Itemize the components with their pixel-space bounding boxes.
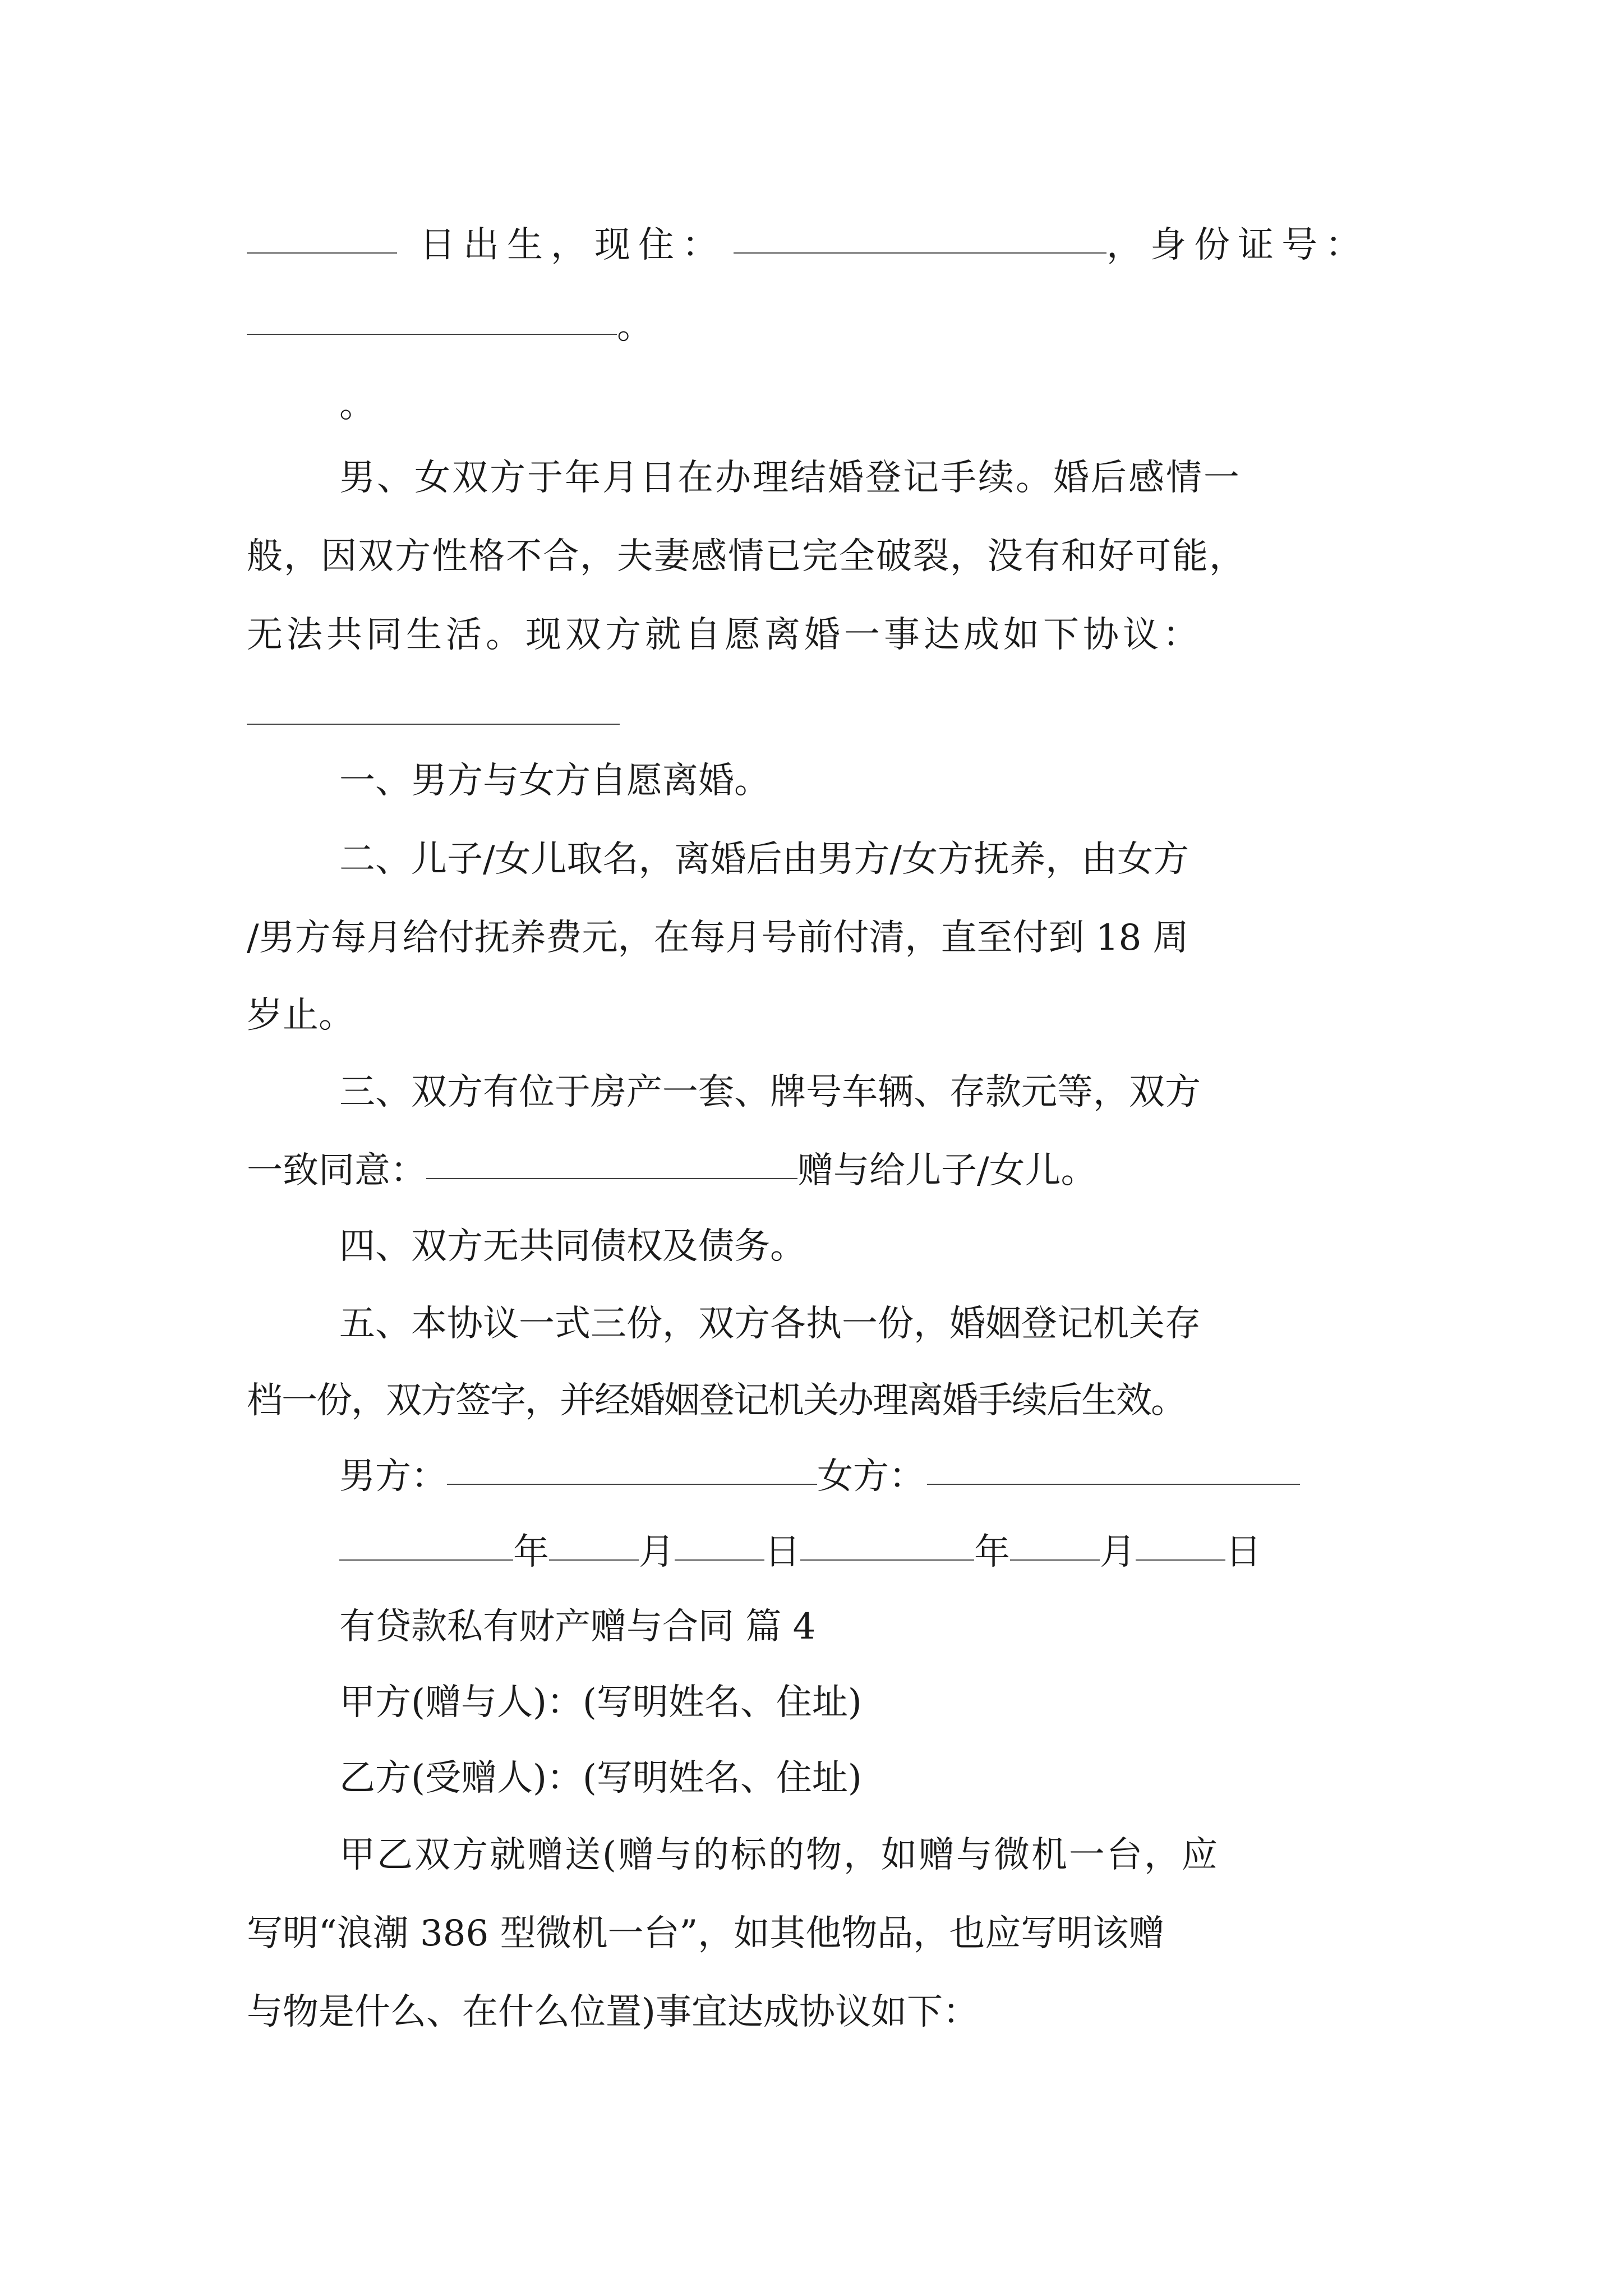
date-line <box>339 1529 1261 1576</box>
gift-to-child-text: 赠与给儿子/女儿。 <box>797 1150 1097 1191</box>
female-month-blank <box>1010 1558 1100 1561</box>
male-signature-blank <box>447 1483 817 1485</box>
male-year-blank <box>339 1558 513 1561</box>
id-number-line <box>247 303 653 350</box>
id-number-label: ，身份证号： <box>1106 224 1369 266</box>
year-label: 年 <box>513 1531 549 1573</box>
day-label: 日 <box>764 1531 800 1573</box>
female-day-blank <box>1136 1558 1225 1561</box>
separator-line <box>247 724 620 725</box>
article-2-line-1: 二、儿子/女儿取名，离婚后由男方/女方抚养，由女方 <box>339 839 1189 880</box>
blank-field <box>247 251 397 254</box>
article-1: 一、男方与女方自愿离婚。 <box>339 760 770 802</box>
male-month-blank <box>549 1558 639 1561</box>
article-2-line-2: /男方每月给付抚养费元，在每月号前付清，直至付到 18 周 <box>247 917 1189 959</box>
article-3-line-2 <box>247 1147 1097 1194</box>
month-label: 月 <box>639 1531 675 1573</box>
intro-paragraph-line-2: 般，因双方性格不合，夫妻感情已完全破裂，没有和好可能， <box>247 536 1246 577</box>
female-year-blank <box>800 1558 974 1561</box>
day-label: 日 <box>1225 1531 1261 1573</box>
section-heading: 有贷款私有财产赠与合同 篇 4 <box>339 1606 816 1648</box>
period-line: 。 <box>339 384 375 426</box>
signature-line <box>339 1453 1300 1500</box>
gift-paragraph-line-2: 写明“浪潮 386 型微机一台”，如其他物品，也应写明该赠 <box>247 1913 1165 1954</box>
party-b: 乙方(受赠人)：(写明姓名、住址) <box>339 1757 862 1799</box>
female-signature-label: 女方： <box>817 1456 925 1497</box>
article-5-line-2: 档一份，双方签字，并经婚姻登记机关办理离婚手续后生效。 <box>247 1380 1186 1421</box>
article-2-line-3: 岁止。 <box>247 995 354 1036</box>
gift-paragraph-line-3: 与物是什么、在什么位置)事宜达成协议如下： <box>247 1991 979 2033</box>
id-number-blank <box>247 333 617 335</box>
gift-paragraph-line-1: 甲乙双方就赠送(赠与的标的物，如赠与微机一台，应 <box>339 1834 1219 1876</box>
year-label: 年 <box>974 1531 1010 1573</box>
article-5-line-1: 五、本协议一式三份，双方各执一份，婚姻登记机关存 <box>339 1303 1201 1345</box>
article-3-line-1: 三、双方有位于房产一套、牌号车辆、存款元等，双方 <box>339 1071 1201 1113</box>
recipient-blank <box>426 1177 797 1179</box>
male-signature-label: 男方： <box>339 1456 447 1497</box>
period: 。 <box>617 306 653 347</box>
male-day-blank <box>675 1558 764 1561</box>
article-4: 四、双方无共同债权及债务。 <box>339 1226 806 1267</box>
birth-address-text: 日出生，现住： <box>419 224 726 266</box>
consent-label: 一致同意： <box>247 1150 426 1191</box>
party-a: 甲方(赠与人)：(写明姓名、住址) <box>339 1682 862 1723</box>
intro-paragraph-line-1: 男、女双方于年月日在办理结婚登记手续。婚后感情一 <box>339 457 1241 499</box>
address-blank <box>734 251 1106 254</box>
female-signature-blank <box>927 1483 1300 1485</box>
intro-paragraph-line-3: 无法共同生活。现双方就自愿离婚一事达成如下协议： <box>247 614 1202 656</box>
month-label: 月 <box>1100 1531 1136 1573</box>
birth-address-line <box>247 222 1369 269</box>
